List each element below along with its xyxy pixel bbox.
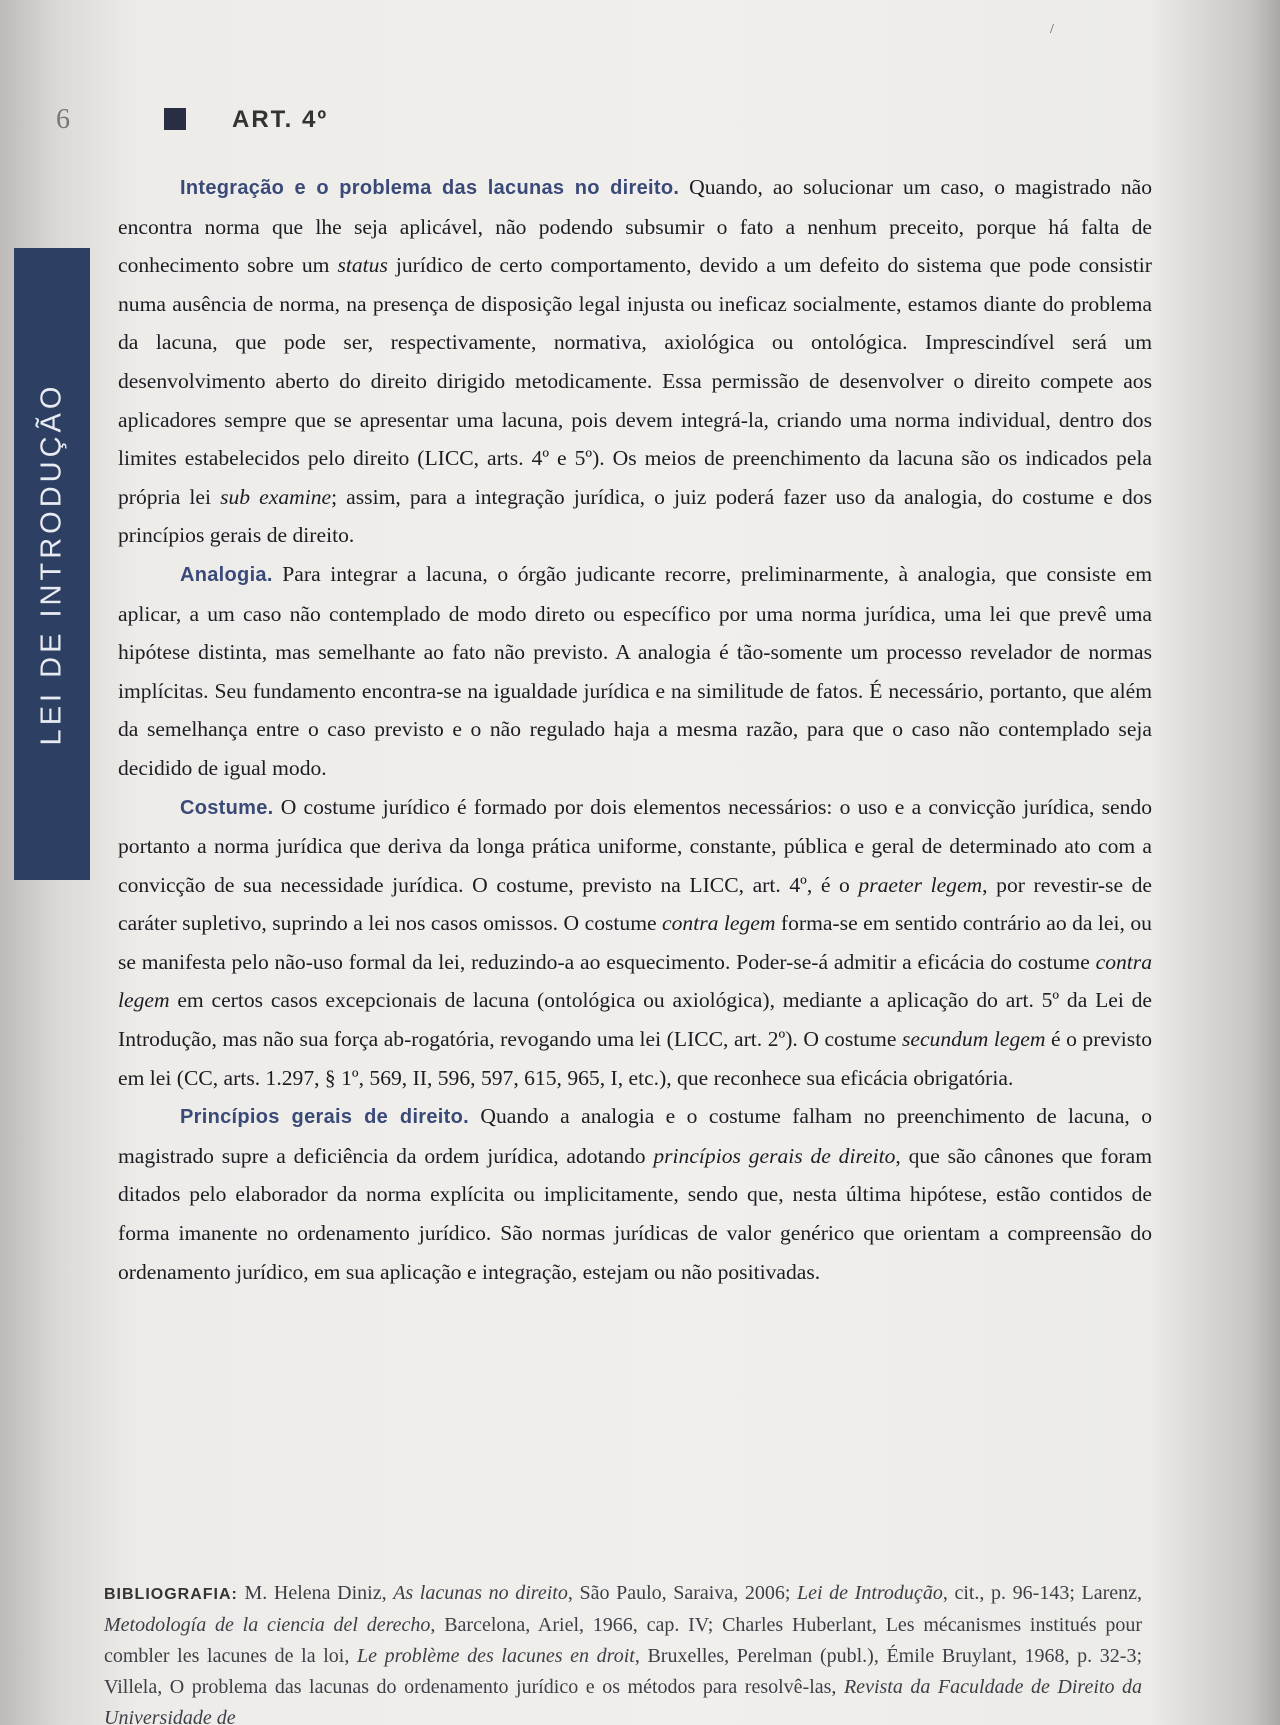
text-segment: M. Helena Diniz, [237,1582,394,1604]
italic-term: As lacunas no direito [393,1582,568,1604]
section-paragraph [118,788,1152,1098]
text-segment: Quando a analogia e o costume falham no preenchimento de lacuna, o magistrado supre a deficiência da ordem jurídica, adotando [118,1104,1152,1168]
text-segment: forma-se em sentido contrário ao da lei, ou se manifesta pelo não-uso formal da lei, reduzindo-a ao esquecimento. Poder-se-á admitir a eficácia do costume [118,911,1152,974]
text-segment: , que são cânones que foram ditados pelo elaborador da norma explícita ou implicitamente, sendo que, nesta última hipótese, estão contidos de forma imanente no ordenamento jurídico. São normas jurídicas de valor genérico que orientam a compreensão do ordenamento jurídico, em sua aplicação e integração, estejam ou não positivadas. [118,1143,1152,1284]
section-heading: Analogia. [180,563,273,586]
text-segment: é o previsto em lei (CC, arts. 1.297, § 1º, 569, II, 596, 597, 615, 965, I, etc.), que reconhece sua eficácia obrigatória. [118,1027,1152,1090]
text-segment: Para integrar a lacuna, o órgão judicante recorre, preliminarmente, à analogia, que consiste em aplicar, a um caso não contemplado de modo direto ou específico por uma norma jurídica, uma lei que prevê uma hipótese distinta, mas semelhante ao fato não previsto. A analogia é tão-somente um processo revelador de normas implícitas. Seu fundamento encontra-se na igualdade jurídica e na similitude de fatos. É necessário, portanto, que além da semelhança entre o caso previsto e o não regulado haja a mesma razão, para que o caso não contemplado seja decidido de igual modo. [118,561,1152,780]
italic-term: contra legem [118,949,1152,1013]
text-segment: , por revestir-se de caráter supletivo, suprindo a lei nos casos omissos. O costume [118,872,1153,936]
text-segment: ; assim, para a integração jurídica, o juiz poderá fazer uso da analogia, do costume e dos princípios gerais de direito. [118,484,1152,548]
italic-term: praeter legem [858,872,983,897]
text-segment: , Barcelona, Ariel, 1966, cap. IV; Charles Huberlant, Les mécanismes institués pour combler les lacunes de la loi, [104,1614,1142,1667]
bibliography [104,1578,1142,1725]
text-segment: Quando, ao solucionar um caso, o magistrado não encontra norma que lhe seja aplicável, não podendo subsumir o fato a nenhum preceito, porque há falta de conhecimento sobre um [118,175,1153,278]
side-tab-label: LEI DE INTRODUÇÃO [35,382,68,746]
text-segment: , cit., p. 96-143; Larenz, [942,1582,1143,1604]
italic-term: sub examine [220,484,332,509]
italic-term: status [337,253,388,278]
page-number: 6 [56,104,70,135]
italic-term: Lei de Introdução [797,1582,943,1604]
text-segment: , São Paulo, Saraiva, 2006; [567,1582,798,1604]
square-bullet-icon [164,108,186,130]
scan-mark: / [1050,22,1054,37]
italic-term: secundum legem [901,1027,1046,1052]
page-header [0,104,600,140]
section-heading: Costume. [180,796,274,819]
running-head: ART. 4º [232,106,329,133]
text-segment: , Bruxelles, Perelman (publ.), Émile Bruylant, 1968, p. 32-3; Villela, O problema das lacunas do ordenamento jurídico e os métodos para resolvê-las, [104,1645,1143,1698]
section-paragraph [118,168,1152,555]
italic-term: Metodología de la ciencia del derecho [104,1614,431,1636]
section-heading: Integração e o problema das lacunas no direito. [180,177,680,199]
text-segment: jurídico de certo comportamento, devido a um defeito do sistema que pode consistir numa ausência de norma, na presença de disposição legal injusta ou ineficaz socialmente, estamos diante do problema da lacuna, que pode ser, respectivamente, normativa, axiológica ou ontológica. Imprescindível será um desenvolvimento aberto do direito dirigido metodicamente. Essa permissão de desenvolver o direito compete aos aplicadores sempre que se apresentar uma lacuna, pois devem integrá-la, criando uma norma individual, dentro dos limites estabelecidos pelo direito (LICC, arts. 4º e 5º). Os meios de preenchimento da lacuna são os indicados pela própria lei [118,253,1152,509]
italic-term: Le problème des lacunes en droit [357,1645,635,1667]
bibliography-label: BIBLIOGRAFIA: [104,1586,238,1603]
body-text [118,168,1152,1291]
side-tab [14,248,90,880]
text-segment: em certos casos excepcionais de lacuna (ontológica ou axiológica), mediante a aplicação do art. 5º da Lei de Introdução, mas não sua força ab-rogatória, revogando uma lei (LICC, art. 2º). O costume [118,988,1152,1052]
italic-term: princípios gerais de direito [653,1143,896,1168]
section-paragraph [118,555,1152,788]
italic-term: contra legem [662,911,776,936]
italic-term: Revista da Faculdade de Direito da Universidade de [104,1676,1142,1725]
section-heading: Princípios gerais de direito. [180,1106,469,1129]
text-segment: O costume jurídico é formado por dois elementos necessários: o uso e a convicção jurídica, sendo portanto a norma jurídica que deriva da longa prática uniforme, constante, pública e geral de determinado ato com a convicção de sua necessidade jurídica. O costume, previsto na LICC, art. 4º, é o [118,794,1152,897]
section-paragraph [118,1097,1152,1291]
